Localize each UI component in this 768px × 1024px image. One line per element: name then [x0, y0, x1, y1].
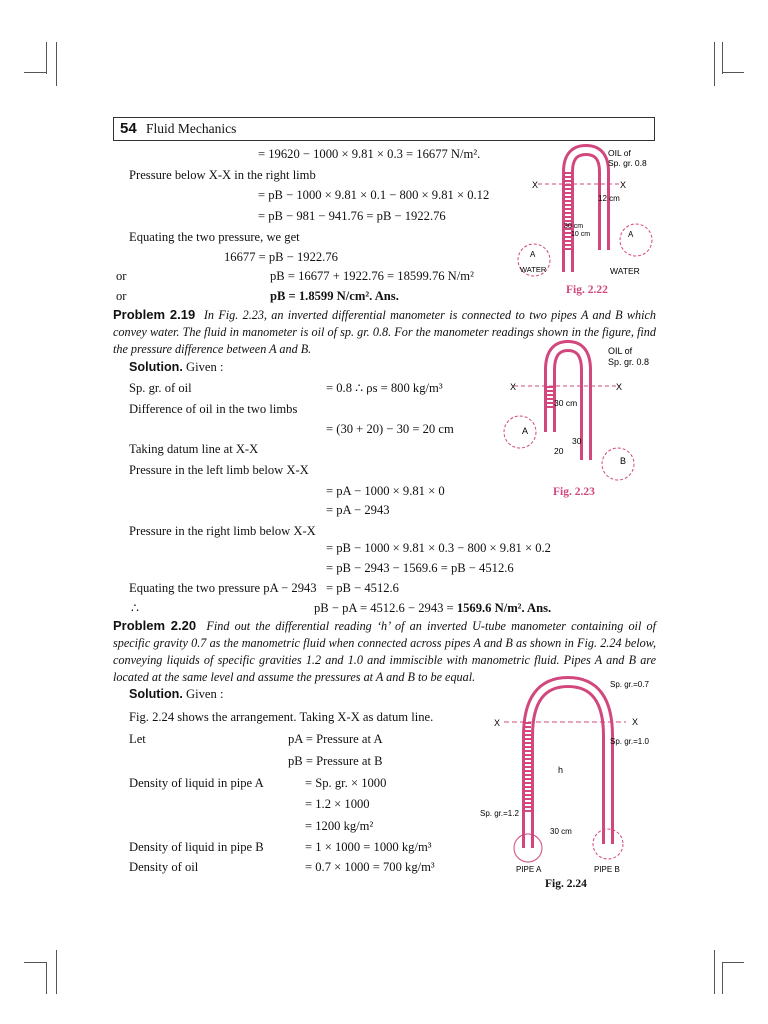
answer-line: [314, 601, 551, 616]
equation-line: = 0.8 ∴ ρs = 800 kg/m³: [326, 381, 443, 395]
equation-line: = Sp. gr. × 1000: [305, 776, 387, 790]
pipe-a-label: PIPE A: [516, 865, 542, 874]
x-label-right: X: [620, 180, 627, 190]
text-line: Density of liquid in pipe B: [129, 840, 264, 854]
text-line: Let: [129, 732, 146, 746]
equation-line: = 1 × 1000 = 1000 kg/m³: [305, 840, 432, 854]
problem-label: Problem 2.20: [113, 618, 197, 633]
problem-statement: In Fig. 2.23, an inverted differential manometer is connected to two pipes A and B which convey water. The fluid in manometer is oil of sp. gr. 0.8. For the manometer readings shown in the figure, find the pressure difference between A and B.: [113, 308, 656, 356]
water-label-left: WATER: [520, 265, 547, 274]
pipe-a-right: [620, 224, 652, 256]
crop-mark: [46, 962, 47, 994]
crop-mark: [24, 962, 46, 963]
dim-30cm: 30 cm: [564, 223, 584, 230]
x-label-left: X: [532, 180, 539, 190]
figure-caption: Fig. 2.22: [566, 284, 608, 296]
equation-line: = pA − 2943: [326, 503, 390, 517]
equation-line: = pB − 1000 × 9.81 × 0.1 − 800 × 9.81 × 0.12: [258, 188, 490, 202]
final-expression: pB − pA = 4512.6 − 2943 =: [314, 601, 457, 615]
text-line: Difference of oil in the two limbs: [129, 402, 298, 416]
or-label: or: [116, 289, 127, 303]
dim-30: 30: [572, 436, 582, 446]
equation-line: = 19620 − 1000 × 9.81 × 0.3 = 16677 N/m².: [258, 147, 481, 161]
x-label-left: X: [510, 382, 517, 392]
text-line: Sp. gr. of oil: [129, 381, 192, 395]
dim-12cm: 12 cm: [598, 194, 620, 203]
text-line: Pressure in the right limb below X-X: [129, 524, 316, 538]
figure-caption: Fig. 2.23: [553, 486, 595, 498]
equation-line: = pB − 2943 − 1569.6 = pB − 4512.6: [326, 561, 514, 575]
page-number: 54: [120, 120, 137, 137]
text-line: Density of oil: [129, 860, 199, 874]
crop-mark: [24, 72, 46, 73]
text-line: Fig. 2.24 shows the arrangement. Taking X-X as datum line.: [129, 710, 434, 724]
crop-mark: [714, 950, 715, 994]
solution-label: Solution.: [129, 687, 183, 701]
equation-line: = pB − 4512.6: [326, 581, 399, 595]
given-label: Given :: [186, 687, 224, 701]
u-tube: [568, 150, 604, 272]
text-line: Density of liquid in pipe A: [129, 776, 264, 790]
dim-10cm: 10 cm: [571, 231, 591, 238]
equation-line: = pB − 1000 × 9.81 × 0.3 − 800 × 9.81 × 0.2: [326, 541, 551, 555]
given-label: Given :: [186, 360, 224, 374]
equation-line: pB = Pressure at B: [288, 754, 383, 768]
x-label-left: X: [494, 718, 501, 728]
final-answer: 1569.6 N/m². Ans.: [456, 601, 552, 615]
crop-mark: [46, 42, 47, 74]
sg-label: Sp. gr. 0.8: [608, 158, 647, 168]
label-a: A: [522, 426, 529, 436]
pipe-a: [504, 416, 536, 448]
therefore-symbol: ∴: [131, 601, 140, 615]
u-tube-inner: [528, 682, 608, 848]
pipe-b: [602, 448, 634, 480]
equation-line: = (30 + 20) − 30 = 20 cm: [326, 422, 454, 436]
solution-label: Solution.: [129, 360, 183, 374]
crop-mark: [56, 42, 57, 86]
sg-label: Sp. gr. 0.8: [608, 357, 650, 367]
u-tube: [528, 682, 608, 848]
equation-line: 16677 = pB − 1922.76: [224, 250, 338, 264]
problem-statement: Find out the differential reading ‘h’ of an inverted U-tube manometer containing oil of specific gravity 0.7 as the manometric fluid when connected across pipes A and B as shown in Fig. 2.24 below, conveying liquids of specific gravities 1.2 and 1.0 and immiscible with manometric fluid. Pipes A and B are located at the same level and assume the pressures at A and B to be equal.: [113, 619, 656, 684]
figure-2-22: [516, 142, 666, 282]
text-line: Taking datum line at X-X: [129, 442, 259, 456]
label-b: B: [620, 456, 627, 466]
solution-heading: [129, 360, 223, 375]
text-line: Equating the two pressure, we get: [129, 230, 300, 244]
equation-line: = pB − 981 − 941.76 = pB − 1922.76: [258, 209, 446, 223]
text-line: Equating the two pressure pA − 2943: [129, 581, 317, 595]
equation-line: = 1200 kg/m²: [305, 819, 374, 833]
figure-2-24: [476, 676, 666, 876]
crop-mark: [722, 72, 744, 73]
oil-label: OIL of: [608, 346, 633, 356]
water-label-right: WATER: [610, 266, 640, 276]
label-a-right: A: [628, 230, 634, 239]
sg-12-label: Sp. gr.=1.2: [480, 809, 519, 818]
sg-07-label: Sp. gr.=0.7: [610, 680, 649, 689]
text-line: Pressure below X-X in the right limb: [129, 168, 316, 182]
book-title: Fluid Mechanics: [146, 121, 237, 136]
solution-heading: [129, 687, 223, 702]
crop-mark: [722, 962, 744, 963]
x-label-right: X: [616, 382, 623, 392]
oil-label: OIL of: [608, 148, 631, 158]
equation-line: pA = Pressure at A: [288, 732, 383, 746]
figure-caption: Fig. 2.24: [545, 878, 587, 890]
equation-line: = 1.2 × 1000: [305, 797, 370, 811]
sg-10-label: Sp. gr.=1.0: [610, 737, 649, 746]
label-a: A: [530, 250, 536, 259]
crop-mark: [722, 42, 723, 74]
or-label: or: [116, 269, 127, 283]
equation-line: pB = 16677 + 1922.76 = 18599.76 N/m²: [270, 269, 474, 283]
equation-line: = pA − 1000 × 9.81 × 0: [326, 484, 445, 498]
crop-mark: [56, 950, 57, 994]
text-line: Pressure in the left limb below X-X: [129, 463, 309, 477]
dim-20: 20: [554, 446, 564, 456]
crop-mark: [722, 962, 723, 994]
problem-label: Problem 2.19: [113, 307, 196, 322]
crop-mark: [714, 42, 715, 86]
pipe-b-label: PIPE B: [594, 865, 620, 874]
running-header: [113, 117, 655, 141]
equation-line: = 0.7 × 1000 = 700 kg/m³: [305, 860, 435, 874]
dim-30cm: 30 cm: [550, 827, 572, 836]
h-label: h: [558, 765, 564, 775]
x-label-right: X: [632, 717, 639, 727]
figure-2-23: [500, 340, 660, 490]
dim-30cm: 30 cm: [554, 398, 578, 408]
answer-line: pB = 1.8599 N/cm². Ans.: [270, 289, 399, 303]
